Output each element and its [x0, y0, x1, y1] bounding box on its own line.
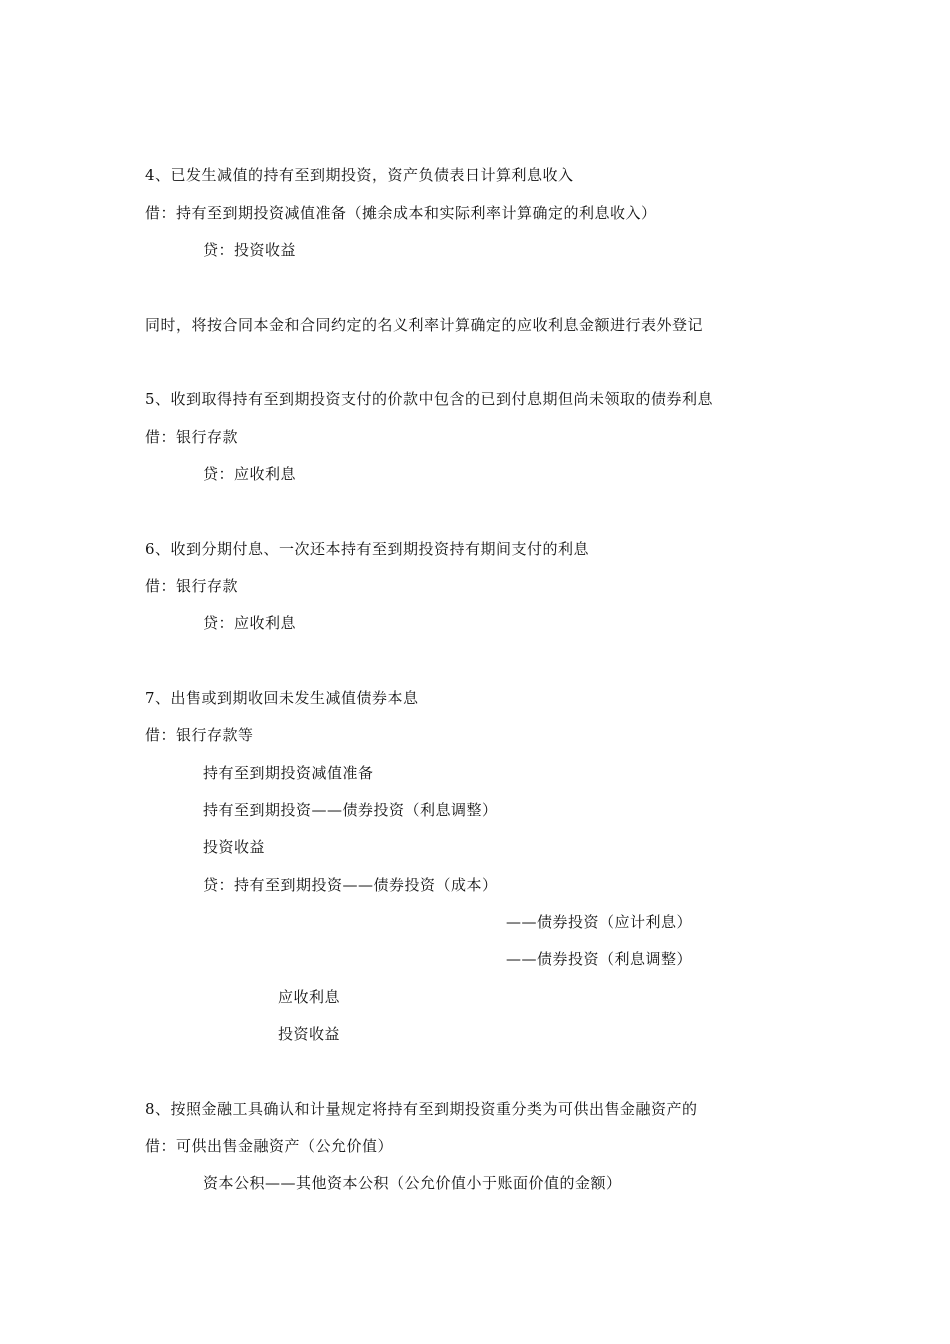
- credit-line: 贷：应收利息: [203, 465, 297, 483]
- item-4-heading: 4、已发生减值的持有至到期投资，资产负债表日计算利息收入: [145, 166, 574, 184]
- credit-line: 贷：应收利息: [203, 614, 297, 632]
- debit-sub-line: 资本公积——其他资本公积（公允价值小于账面价值的金额）: [203, 1174, 622, 1192]
- item-6-heading: 6、收到分期付息、一次还本持有至到期投资持有期间支付的利息: [145, 540, 590, 558]
- debit-sub-line: 投资收益: [203, 838, 266, 856]
- debit-line: 借：持有至到期投资减值准备（摊余成本和实际利率计算确定的利息收入）: [145, 204, 657, 222]
- credit-sub-line: ——债券投资（利息调整）: [506, 950, 693, 968]
- credit-line: 贷：持有至到期投资——债券投资（成本）: [203, 876, 498, 894]
- debit-sub-line: 持有至到期投资——债券投资（利息调整）: [203, 801, 498, 819]
- item-8-heading: 8、按照金融工具确认和计量规定将持有至到期投资重分类为可供出售金融资产的: [145, 1100, 698, 1118]
- item-5-heading: 5、收到取得持有至到期投资支付的价款中包含的已到付息期但尚未领取的债券利息: [145, 390, 714, 408]
- item-7-heading: 7、出售或到期收回未发生减值债券本息: [145, 689, 419, 707]
- credit-line: 贷：投资收益: [203, 241, 297, 259]
- credit-sub-line: 应收利息: [278, 988, 341, 1006]
- debit-sub-line: 持有至到期投资减值准备: [203, 764, 374, 782]
- credit-sub-line: ——债券投资（应计利息）: [506, 913, 693, 931]
- debit-line: 借：银行存款等: [145, 726, 254, 744]
- debit-line: 借：银行存款: [145, 577, 239, 595]
- debit-line: 借：银行存款: [145, 428, 239, 446]
- debit-line: 借：可供出售金融资产（公允价值）: [145, 1137, 394, 1155]
- credit-sub-line: 投资收益: [278, 1025, 341, 1043]
- note-line: 同时，将按合同本金和合同约定的名义利率计算确定的应收利息金额进行表外登记: [145, 316, 704, 334]
